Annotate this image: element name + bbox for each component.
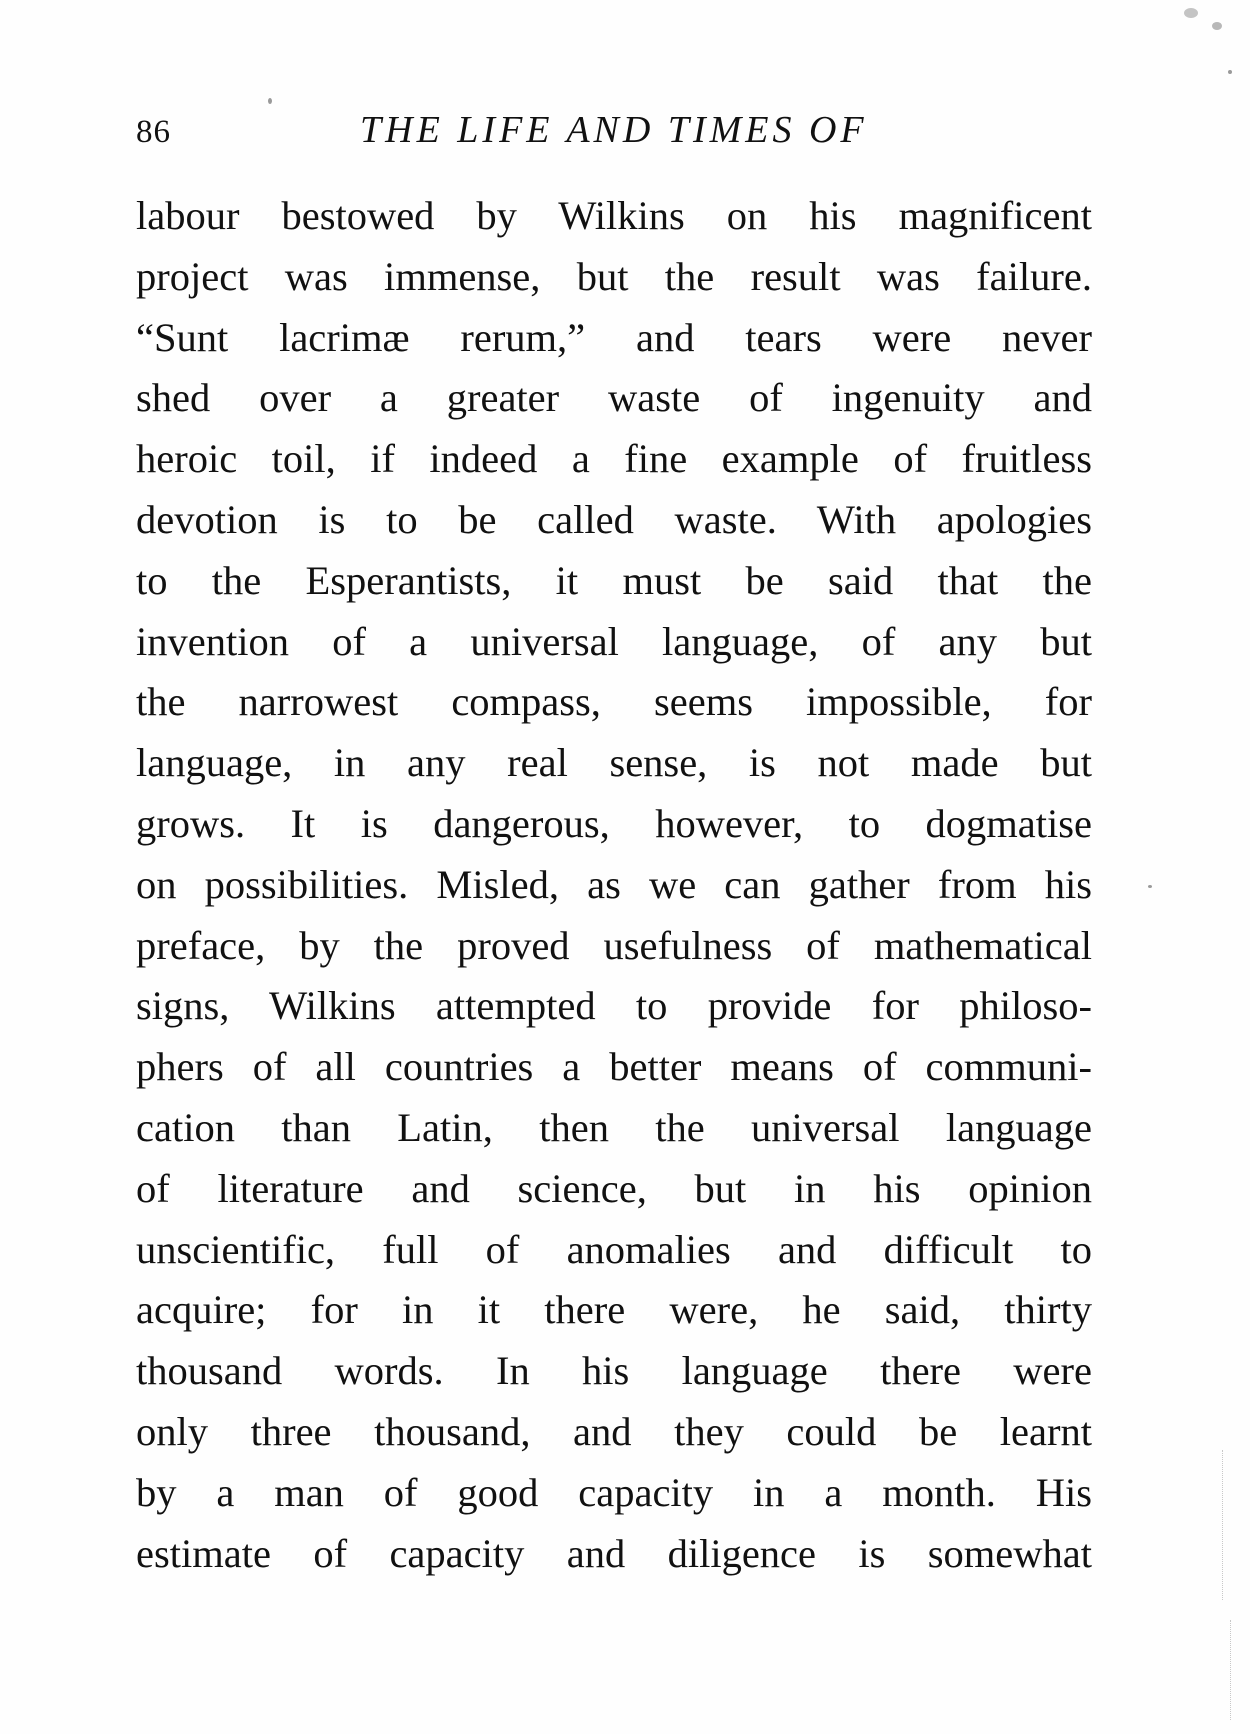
text-line: thousand words. In his language there were [136, 1348, 1092, 1394]
text-line: labour bestowed by Wilkins on his magnificent [136, 193, 1092, 238]
text-line: shed over a greater waste of ingenuity and [136, 375, 1092, 421]
text-line: “Sunt lacrimæ rerum,” and tears were never [136, 314, 1092, 360]
text-line: estimate of capacity and diligence is somewhat [136, 1530, 1092, 1576]
text-line: only three thousand, and they could be learnt [136, 1408, 1092, 1454]
text-line: language, in any real sense, is not made but [136, 740, 1092, 786]
text-line: invention of a universal language, of any but [136, 618, 1092, 664]
text-line: grows. It is dangerous, however, to dogmatise [136, 800, 1092, 846]
scan-edge-noise [1222, 1450, 1233, 1600]
text-line: the narrowest compass, seems impossible, for [136, 679, 1092, 725]
text-line: by a man of good capacity in a month. His [136, 1469, 1092, 1515]
scan-edge-noise [1230, 1620, 1241, 1720]
scan-speck [1228, 70, 1232, 74]
text-line: signs, Wilkins attempted to provide for philoso- [136, 983, 1092, 1029]
scan-speck [1148, 885, 1152, 888]
text-line: devotion is to be called waste. With apologies [136, 496, 1092, 542]
text-line: unscientific, full of anomalies and difficult to [136, 1226, 1092, 1272]
text-line: of literature and science, but in his opinion [136, 1165, 1092, 1211]
scan-speck [1212, 22, 1222, 30]
page-number: 86 [136, 114, 171, 150]
text-line: on possibilities. Misled, as we can gather from his [136, 861, 1092, 907]
text-line: preface, by the proved usefulness of mathematical [136, 922, 1092, 968]
body-text [136, 186, 1092, 1584]
scan-speck [268, 98, 272, 104]
text-line: phers of all countries a better means of communi- [136, 1044, 1092, 1090]
text-line: project was immense, but the result was failure. [136, 253, 1092, 299]
text-line: heroic toil, if indeed a fine example of fruitless [136, 436, 1092, 482]
running-head [136, 108, 1096, 158]
text-line: cation than Latin, then the universal language [136, 1104, 1092, 1150]
text-line: to the Esperantists, it must be said that the [136, 557, 1092, 603]
scan-speck [1184, 8, 1198, 18]
text-line: acquire; for in it there were, he said, thirty [136, 1287, 1092, 1333]
running-title: THE LIFE AND TIMES OF [360, 109, 868, 151]
